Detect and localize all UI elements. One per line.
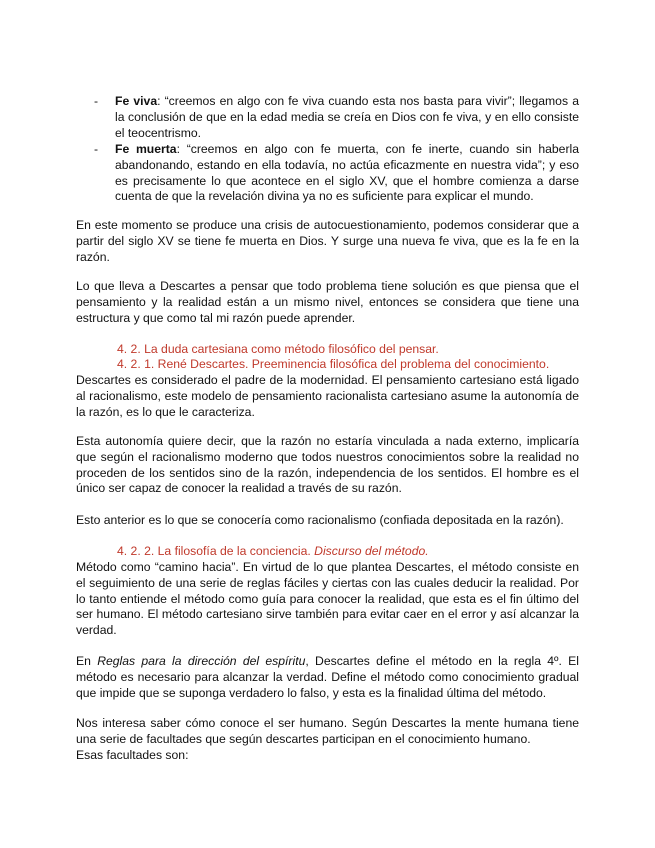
bullet-fe-muerta bbox=[115, 142, 579, 205]
paragraph-racionalismo: Esto anterior es lo que se conocería como racionalismo (confiada depositada en la razón). bbox=[76, 513, 564, 527]
paragraph-facultades: Nos interesa saber cómo conoce el ser humano. Según Descartes la mente humana tiene una serie de facultades que según descartes participan en el conocimiento humano. bbox=[76, 716, 579, 746]
paragraph-reglas-text: , Descartes define el método en la regla 4º. El método es necesario para alcanzar la verdad. Define el método como conocimiento gradual que impide que se suponga verdadero lo falso, y esta es la finalidad última del método. bbox=[76, 654, 579, 700]
paragraph-descartes-intro: Lo que lleva a Descartes a pensar que todo problema tiene solución es que piensa que el pensamiento y la realidad están a un mismo nivel, entonces se considera que tiene una estructura y que como tal mi razón puede aprender. bbox=[76, 279, 579, 325]
heading-filosofia-conciencia-text: 4. 2. 2. La filosofía de la conciencia. bbox=[117, 544, 315, 558]
heading-duda-cartesiana: 4. 2. La duda cartesiana como método filosófico del pensar. bbox=[117, 342, 439, 356]
bullet-fe-viva bbox=[115, 94, 579, 141]
paragraph-metodo: Método como “camino hacia”. En virtud de lo que plantea Descartes, el método consiste en el seguimiento de una serie de reglas fáciles y ciertas con las cuales deducir la realidad. Por lo tanto entiende el método como guía para conocer la realidad, que esta es el fin último del ser humano. El método cartesiano sirve también para evitar caer en el error y así alcanzar la verdad. bbox=[76, 560, 579, 638]
book-title-reglas: Reglas para la dirección del espíritu bbox=[97, 654, 306, 668]
heading-rene-descartes: 4. 2. 1. René Descartes. Preeminencia filosófica del problema del conocimiento. bbox=[117, 357, 550, 371]
paragraph-reglas-prefix: En bbox=[76, 654, 98, 668]
paragraph-facultades-son: Esas facultades son: bbox=[76, 748, 189, 762]
bullet-fe-muerta-text: : “creemos en algo con fe muerta, con fe inerte, cuando sin haberla abandonando, estando en ella todavía, no actúa eficazmente en nuestra vida”; y eso es precisamente lo que acontece en el siglo XV, que el hombre comienza a darse cuenta de que la revelación divina ya no es suficiente para explicar el mundo. bbox=[115, 142, 580, 204]
bullet-dash: - bbox=[94, 94, 99, 108]
paragraph-crisis: En este momento se produce una crisis de autocuestionamiento, podemos considerar que a partir del siglo XV se tiene fe muerta en Dios. Y surge una nueva fe viva, que es la fe en la razón. bbox=[76, 218, 579, 264]
paragraph-reglas bbox=[76, 654, 579, 701]
term-fe-muerta: Fe muerta bbox=[115, 142, 177, 156]
term-fe-viva: Fe viva bbox=[115, 94, 158, 108]
bullet-dash: - bbox=[94, 142, 99, 156]
paragraph-padre-modernidad: Descartes es considerado el padre de la modernidad. El pensamiento cartesiano está ligado al racionalismo, este modelo de pensamiento racionalista cartesiano asume la autonomía de la razón, es lo que le caracteriza. bbox=[76, 373, 579, 419]
heading-filosofia-conciencia bbox=[117, 544, 429, 560]
paragraph-autonomia: Esta autonomía quiere decir, que la razón no estaría vinculada a nada externo, implicaría que según el racionalismo moderno que todos nuestros conocimientos sobre la realidad no proceden de los sentidos sino de la razón, independencia de los sentidos. El hombre es el único ser capaz de conocer la realidad a través de su razón. bbox=[76, 434, 579, 496]
heading-discurso-metodo: Discurso del método. bbox=[314, 544, 429, 558]
bullet-fe-viva-text: : “creemos en algo con fe viva cuando esta nos basta para vivir”; llegamos a la conclusión de que en la edad media se creía en Dios con fe viva, y en ello consiste el teocentrismo. bbox=[115, 94, 579, 140]
